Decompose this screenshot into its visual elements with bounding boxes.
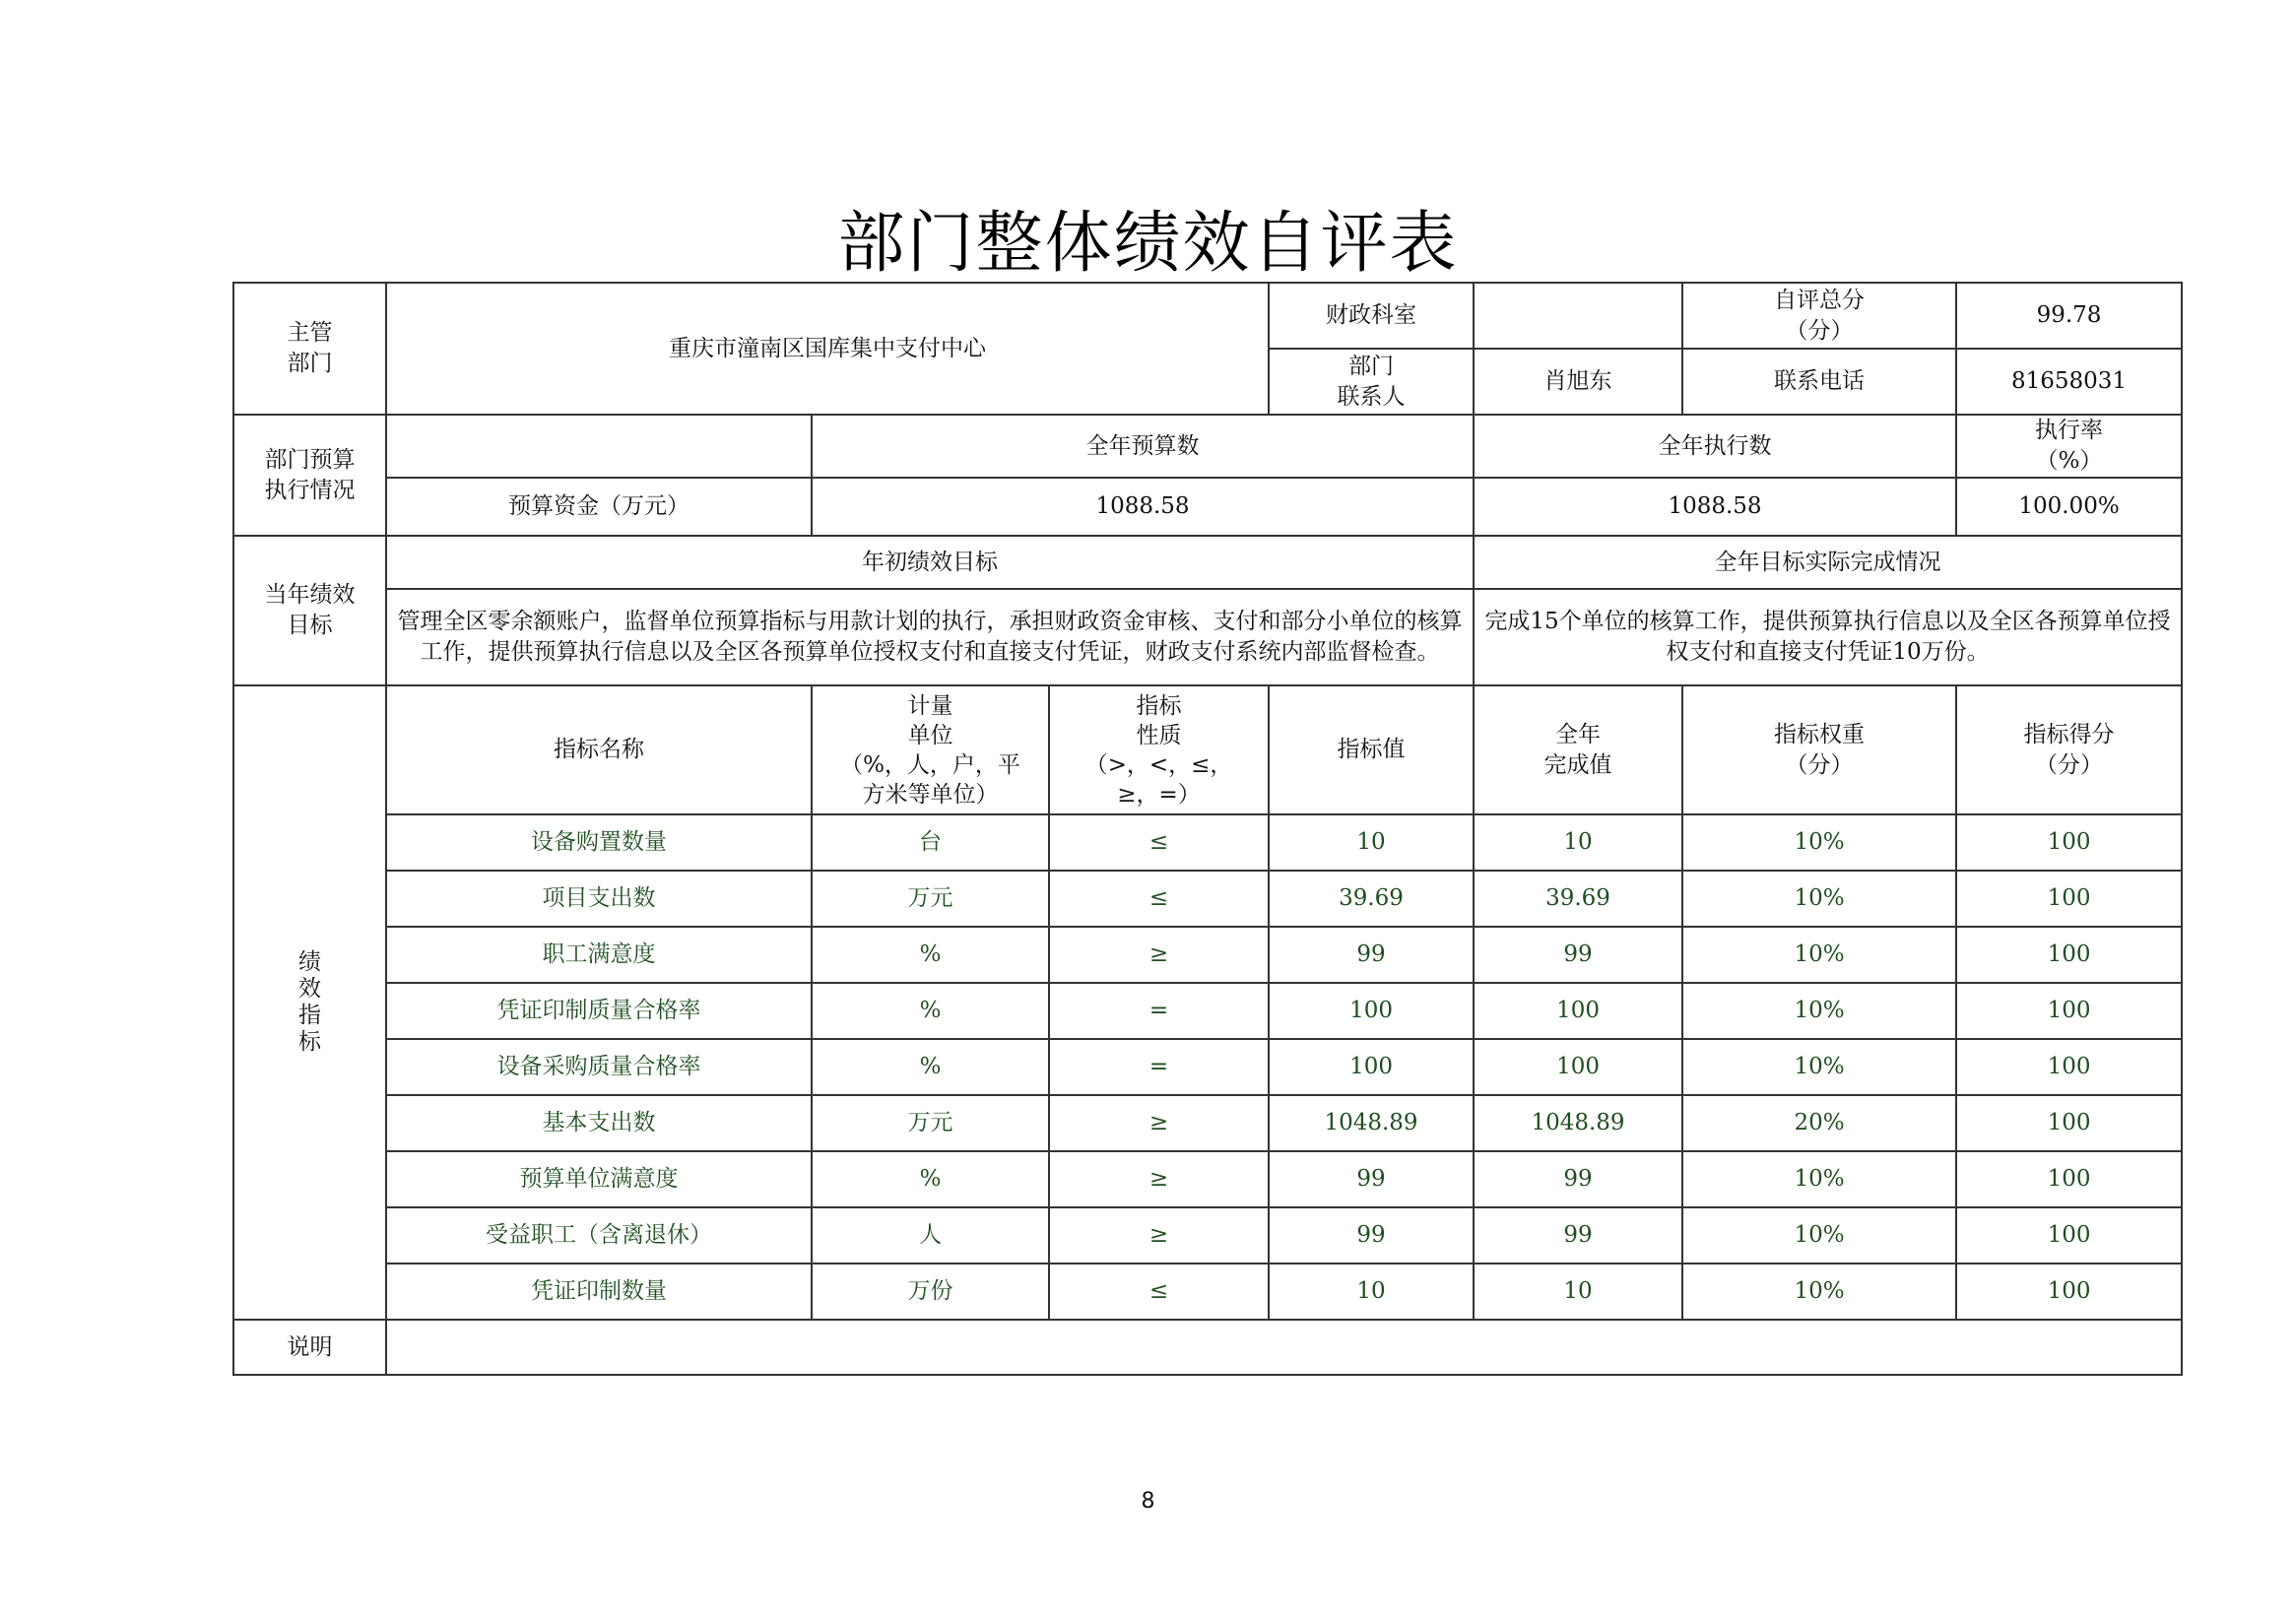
indicator-unit: % bbox=[812, 927, 1049, 983]
rate-value: 100.00% bbox=[1956, 478, 2182, 536]
indicator-name: 基本支出数 bbox=[386, 1095, 812, 1151]
indicator-unit: % bbox=[812, 1151, 1049, 1207]
indicator-section-label: 绩 效 指 标 bbox=[233, 685, 386, 1320]
exec-value: 1088.58 bbox=[1474, 478, 1956, 536]
indicator-name: 项目支出数 bbox=[386, 871, 812, 927]
contact-label: 部门 联系人 bbox=[1269, 349, 1474, 415]
indicator-col-actual: 全年 完成值 bbox=[1474, 685, 1682, 814]
indicator-row bbox=[233, 1151, 2182, 1207]
indicator-col-score: 指标得分 （分） bbox=[1956, 685, 2182, 814]
indicator-weight: 10% bbox=[1682, 927, 1956, 983]
indicator-target: 99 bbox=[1269, 927, 1474, 983]
indicator-col-name: 指标名称 bbox=[386, 685, 812, 814]
indicator-name: 受益职工（含离退休） bbox=[386, 1207, 812, 1264]
performance-evaluation-table bbox=[232, 282, 2183, 1376]
budget-blank-cell bbox=[386, 415, 812, 478]
indicator-name: 预算单位满意度 bbox=[386, 1151, 812, 1207]
goals-text-row bbox=[233, 589, 2182, 685]
notes-value bbox=[386, 1320, 2182, 1375]
indicator-score: 100 bbox=[1956, 1039, 2182, 1095]
indicator-score: 100 bbox=[1956, 1095, 2182, 1151]
indicator-weight: 10% bbox=[1682, 814, 1956, 871]
indicator-actual: 1048.89 bbox=[1474, 1095, 1682, 1151]
indicator-actual: 10 bbox=[1474, 1264, 1682, 1320]
indicator-row bbox=[233, 1095, 2182, 1151]
indicator-col-weight: 指标权重 （分） bbox=[1682, 685, 1956, 814]
indicator-actual: 99 bbox=[1474, 1151, 1682, 1207]
indicator-row bbox=[233, 814, 2182, 871]
indicator-unit: % bbox=[812, 983, 1049, 1039]
indicator-actual: 10 bbox=[1474, 814, 1682, 871]
indicator-target: 10 bbox=[1269, 814, 1474, 871]
budget-col-exec: 全年执行数 bbox=[1474, 415, 1956, 478]
indicator-target: 10 bbox=[1269, 1264, 1474, 1320]
budget-row-label: 预算资金（万元） bbox=[386, 478, 812, 536]
indicator-row bbox=[233, 983, 2182, 1039]
goals-section-label: 当年绩效 目标 bbox=[233, 536, 386, 685]
indicator-weight: 10% bbox=[1682, 1151, 1956, 1207]
indicator-score: 100 bbox=[1956, 1207, 2182, 1264]
indicator-target: 100 bbox=[1269, 1039, 1474, 1095]
indicator-score: 100 bbox=[1956, 1151, 2182, 1207]
goals-col-actual: 全年目标实际完成情况 bbox=[1474, 536, 2182, 589]
indicator-unit: 万元 bbox=[812, 1095, 1049, 1151]
indicator-row bbox=[233, 1039, 2182, 1095]
indicator-unit: 人 bbox=[812, 1207, 1049, 1264]
indicator-row bbox=[233, 1264, 2182, 1320]
score-label: 自评总分 （分） bbox=[1682, 283, 1956, 349]
indicator-target: 100 bbox=[1269, 983, 1474, 1039]
indicator-nature: ≤ bbox=[1049, 871, 1269, 927]
indicator-actual: 99 bbox=[1474, 1207, 1682, 1264]
indicator-actual: 39.69 bbox=[1474, 871, 1682, 927]
indicator-target: 99 bbox=[1269, 1151, 1474, 1207]
indicator-unit: 台 bbox=[812, 814, 1049, 871]
indicator-weight: 10% bbox=[1682, 871, 1956, 927]
indicator-actual: 100 bbox=[1474, 983, 1682, 1039]
indicator-row bbox=[233, 927, 2182, 983]
indicator-nature: ≤ bbox=[1049, 1264, 1269, 1320]
indicator-row bbox=[233, 1207, 2182, 1264]
indicator-header-row bbox=[233, 685, 2182, 814]
score-value: 99.78 bbox=[1956, 283, 2182, 349]
office-value bbox=[1474, 283, 1682, 349]
indicator-weight: 10% bbox=[1682, 1207, 1956, 1264]
dept-value: 重庆市潼南区国库集中支付中心 bbox=[386, 283, 1269, 415]
goals-header-row bbox=[233, 536, 2182, 589]
indicator-weight: 10% bbox=[1682, 1264, 1956, 1320]
indicator-score: 100 bbox=[1956, 871, 2182, 927]
indicator-unit: 万元 bbox=[812, 871, 1049, 927]
indicator-unit: 万份 bbox=[812, 1264, 1049, 1320]
budget-section-label: 部门预算 执行情况 bbox=[233, 415, 386, 536]
indicator-score: 100 bbox=[1956, 814, 2182, 871]
phone-value: 81658031 bbox=[1956, 349, 2182, 415]
goals-actual-text: 完成15个单位的核算工作，提供预算执行信息以及全区各预算单位授权支付和直接支付凭证10万份。 bbox=[1474, 589, 2182, 685]
indicator-nature: ≥ bbox=[1049, 1207, 1269, 1264]
indicator-col-unit: 计量 单位 （%，人，户，平 方米等单位） bbox=[812, 685, 1049, 814]
dept-label: 主管 部门 bbox=[233, 283, 386, 415]
budget-col-budget: 全年预算数 bbox=[812, 415, 1474, 478]
indicator-actual: 99 bbox=[1474, 927, 1682, 983]
indicator-name: 职工满意度 bbox=[386, 927, 812, 983]
phone-label: 联系电话 bbox=[1682, 349, 1956, 415]
indicator-target: 1048.89 bbox=[1269, 1095, 1474, 1151]
indicator-col-nature: 指标 性质 （>，<，≤， ≥，=） bbox=[1049, 685, 1269, 814]
contact-value: 肖旭东 bbox=[1474, 349, 1682, 415]
indicator-name: 设备采购质量合格率 bbox=[386, 1039, 812, 1095]
indicator-score: 100 bbox=[1956, 927, 2182, 983]
indicator-weight: 10% bbox=[1682, 983, 1956, 1039]
indicator-nature: = bbox=[1049, 1039, 1269, 1095]
indicator-score: 100 bbox=[1956, 1264, 2182, 1320]
indicator-nature: ≥ bbox=[1049, 1151, 1269, 1207]
budget-data-row bbox=[233, 478, 2182, 536]
page-title: 部门整体绩效自评表 bbox=[837, 205, 1459, 283]
indicator-row bbox=[233, 871, 2182, 927]
indicator-name: 凭证印制质量合格率 bbox=[386, 983, 812, 1039]
budget-value: 1088.58 bbox=[812, 478, 1474, 536]
indicator-nature: = bbox=[1049, 983, 1269, 1039]
goals-initial-text: 管理全区零余额账户，监督单位预算指标与用款计划的执行，承担财政资金审核、支付和部分小单位的核算工作，提供预算执行信息以及全区各预算单位授权支付和直接支付凭证，财政支付系统内部监督检查。 bbox=[386, 589, 1474, 685]
indicator-name: 凭证印制数量 bbox=[386, 1264, 812, 1320]
indicator-nature: ≥ bbox=[1049, 1095, 1269, 1151]
budget-col-rate: 执行率 （%） bbox=[1956, 415, 2182, 478]
indicator-target: 99 bbox=[1269, 1207, 1474, 1264]
notes-label: 说明 bbox=[233, 1320, 386, 1375]
indicator-col-target: 指标值 bbox=[1269, 685, 1474, 814]
indicator-name: 设备购置数量 bbox=[386, 814, 812, 871]
budget-header-row bbox=[233, 415, 2182, 478]
indicator-unit: % bbox=[812, 1039, 1049, 1095]
indicator-nature: ≥ bbox=[1049, 927, 1269, 983]
indicator-weight: 10% bbox=[1682, 1039, 1956, 1095]
indicator-score: 100 bbox=[1956, 983, 2182, 1039]
indicator-weight: 20% bbox=[1682, 1095, 1956, 1151]
indicator-nature: ≤ bbox=[1049, 814, 1269, 871]
header-row-1 bbox=[233, 283, 2182, 349]
goals-col-initial: 年初绩效目标 bbox=[386, 536, 1474, 589]
indicator-actual: 100 bbox=[1474, 1039, 1682, 1095]
indicator-target: 39.69 bbox=[1269, 871, 1474, 927]
office-label: 财政科室 bbox=[1269, 283, 1474, 349]
page-number: 8 bbox=[1141, 1489, 1155, 1514]
notes-row bbox=[233, 1320, 2182, 1375]
